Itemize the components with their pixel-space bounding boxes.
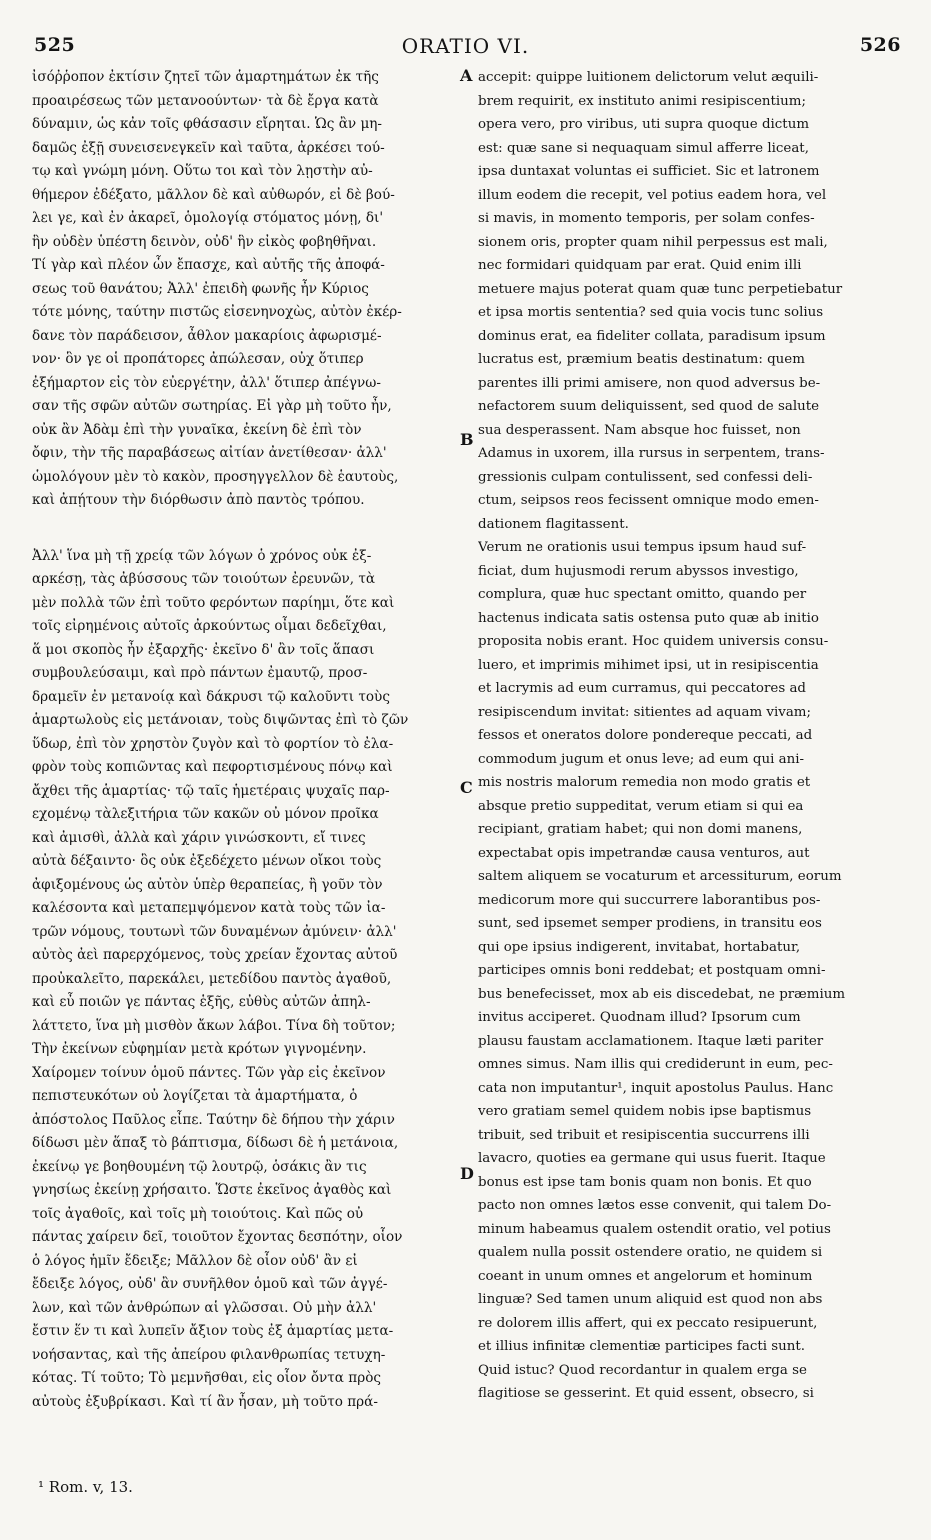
text-line: Verum ne orationis usui tempus ipsum haud suf- <box>478 540 807 555</box>
text-line: plausu faustam acclamationem. Itaque læti pariter <box>478 1033 824 1049</box>
text-line: συμβουλεύσαιμι, καὶ πρὸ πάντων ἐμαυτῷ, προσ- <box>32 665 368 681</box>
text-line: ἐξήμαρτον εἰς τὸν εὐεργέτην, ἀλλ' ὅτιπερ ἀπέγνω- <box>32 374 381 391</box>
text-line: λάττετο, ἵνα μὴ μισθὸν ἄκων λάβοι. Τίνα δὴ τοῦτον; <box>32 1017 396 1034</box>
text-line: resipiscendum invitat: sitientes ad aquam vivam; <box>478 704 812 720</box>
text-line: opera vero, pro viribus, uti supra quoque dictum <box>478 117 810 132</box>
text-line: gressionis culpam contulissent, sed confessi deli- <box>478 469 813 485</box>
text-line: δραμεῖν ἐν μετανοίᾳ καὶ δάκρυσι τῷ καλοῦντι τοὺς <box>32 688 390 705</box>
latin-paragraph-2 <box>478 536 898 1406</box>
latin-column <box>478 66 898 1406</box>
greek-column <box>32 66 454 1414</box>
margin-marker-c: C <box>460 778 473 797</box>
greek-paragraph-1 <box>32 66 454 513</box>
text-line: medicorum more qui succurrere laborantibus pos- <box>478 892 821 908</box>
text-line: saltem aliquem se vocaturum et arcessiturum, eorum <box>478 869 842 884</box>
text-line: Adamus in uxorem, illa rursus in serpentem, trans- <box>478 446 825 461</box>
text-line: λων, καὶ τῶν ἀνθρώπων αἱ γλῶσσαι. Οὐ μὴν ἀλλ' <box>32 1299 377 1316</box>
text-line: αὐτοὺς ἐξυβρίκασι. Καὶ τί ἂν ἦσαν, μὴ τοῦτο πρά- <box>32 1393 378 1410</box>
text-line: complura, quæ huc spectant omitto, quando per <box>478 587 807 602</box>
text-line: dationem flagitassent. <box>478 516 629 532</box>
text-line: et lacrymis ad eum curramus, qui peccatores ad <box>478 681 806 696</box>
text-line: ctum, seipsos reos fecissent omnique modo emen- <box>478 493 819 508</box>
text-line: commodum jugum et onus leve; ad eum qui ani- <box>478 751 805 767</box>
text-line: fessos et oneratos dolore pondereque peccati, ad <box>478 728 813 743</box>
margin-marker-a: A <box>460 66 473 85</box>
text-line: ὁ λόγος ἡμῖν ἔδειξε; Μᾶλλον δὲ οἷον οὐδ' ἂν εἰ <box>32 1252 358 1269</box>
text-line: ἔδειξε λόγος, οὐδ' ἂν συνῆλθον ὁμοῦ καὶ τῶν ἀγγέ- <box>32 1276 388 1292</box>
text-line: ὕδωρ, ἐπὶ τὸν χρηστὸν ζυγὸν καὶ τὸ φορτίον τὸ ἐλα- <box>32 735 394 752</box>
text-line: θήμερον ἐδέξατο, μᾶλλον δὲ καὶ αὐθωρόν, εἰ δὲ βού- <box>32 186 395 203</box>
text-line: participes omnis boni reddebat; et postquam omni- <box>478 963 826 978</box>
text-line: λει γε, καὶ ἐν ἀκαρεῖ, ὁμολογίᾳ στόματος μόνῃ, δι' <box>32 210 384 226</box>
text-line: καὶ ἀμισθὶ, ἀλλὰ καὶ χάριν γινώσκοντι, εἴ τινες <box>32 829 366 846</box>
text-line: dominus erat, ea fideliter collata, paradisum ipsum <box>478 328 826 344</box>
text-line: illum eodem die recepit, vel potius eadem hora, vel <box>478 187 827 203</box>
text-line: et illius infinitæ clementiæ participes facti sunt. <box>478 1339 806 1354</box>
text-line: τότε μόνης, ταύτην πιστῶς εἰσενηνοχὼς, αὐτὸν ἐκέρ- <box>32 304 402 320</box>
footnote: ¹ Rom. v, 13. <box>38 1478 133 1496</box>
text-line: καὶ ἀπῄτουν τὴν διόρθωσιν ἀπὸ παντὸς τρόπου. <box>32 492 365 508</box>
text-line: ἣν οὐδὲν ὑπέστη δεινὸν, οὐδ' ἣν εἰκὸς φοβηθῆναι. <box>32 233 377 250</box>
text-line: πεπιστευκότων οὐ λογίζεται τὰ ἁμαρτήματα, ὁ <box>32 1088 358 1104</box>
text-line: κότας. Τί τοῦτο; Τὸ μεμνῆσθαι, εἰς οἷον ὄντα πρὸς <box>32 1370 382 1386</box>
margin-marker-d: D <box>460 1164 474 1183</box>
text-line: re dolorem illis affert, qui ex peccato resipuerunt, <box>478 1315 818 1331</box>
text-line: νον· ὃν γε οἱ προπάτορες ἀπώλεσαν, οὐχ ὅτιπερ <box>32 351 364 367</box>
text-line: δύναμιν, ὡς κἀν τοῖς φθάσασιν εἴρηται. Ὡς ἂν μη- <box>32 116 383 132</box>
running-title: ORATIO VI. <box>401 34 530 58</box>
text-line: ἔστιν ἕν τι καὶ λυπεῖν ἄξιον τοὺς ἐξ ἁμαρτίας μετα- <box>32 1323 394 1339</box>
text-line: τοῖς ἀγαθοῖς, καὶ τοῖς μὴ τοιούτοις. Καὶ πῶς οὐ <box>32 1205 364 1222</box>
text-line: σεως τοῦ θανάτου; Ἀλλ' ἐπειδὴ φωνῆς ἦν Κύριος <box>32 280 369 297</box>
text-line: linguæ? Sed tamen unum aliquid est quod non abs <box>478 1292 823 1307</box>
text-line: ἐκείνῳ γε βοηθουμένη τῷ λουτρῷ, ὁσάκις ἂν τις <box>32 1158 367 1175</box>
text-line: sunt, sed ipsemet semper prodiens, in transitu eos <box>478 916 822 931</box>
text-line: ὄφιν, τὴν τῆς παραβάσεως αἰτίαν ἀνετίθεσαν· ἀλλ' <box>32 445 387 461</box>
margin-marker-b: B <box>460 430 474 449</box>
text-line: mis nostris malorum remedia non modo gratis et <box>478 775 811 790</box>
text-line: nec formidari quidquam par erat. Quid enim illi <box>478 258 802 273</box>
text-line: pacto non omnes lætos esse convenit, qui talem Do- <box>478 1198 832 1213</box>
text-line: accepit: quippe luitionem delictorum velut æquili- <box>478 70 819 85</box>
latin-paragraph-1 <box>478 66 898 536</box>
text-line: ἰσόῤῥοπον ἐκτίσιν ζητεῖ τῶν ἁμαρτημάτων ἐκ τῆς <box>32 69 379 85</box>
text-line: τῳ καὶ γνώμη μόνη. Οὕτω τοι καὶ τὸν λῃστὴν αὐ- <box>32 163 373 179</box>
text-line: coeant in unum omnes et angelorum et hominum <box>478 1268 813 1284</box>
text-line: Ἀλλ' ἵνα μὴ τῇ χρείᾳ τῶν λόγων ὁ χρόνος οὐκ ἐξ- <box>32 547 372 564</box>
text-line: lucratus est, præmium beatis destinatum: quem <box>478 352 805 367</box>
text-line: αρκέσῃ, τὰς ἀβύσσους τῶν τοιούτων ἐρευνῶν, τὰ <box>32 571 376 587</box>
text-line: ἀπόστολος Παῦλος εἶπε. Ταύτην δὲ δήπου τὴν χάριν <box>32 1111 395 1128</box>
text-line: lavacro, quoties ea germane qui usus fuerit. Itaque <box>478 1151 826 1166</box>
text-line: nefactorem suum deliquissent, sed quod de salute <box>478 399 820 414</box>
text-line: γνησίως ἐκείνῃ χρήσαιτο. Ὥστε ἐκεῖνος ἀγαθὸς καὶ <box>32 1182 392 1198</box>
text-line: ὡμολόγουν μὲν τὸ κακὸν, προσηγγελλον δὲ ἑαυτοὺς, <box>32 468 399 485</box>
text-line: absque pretio suppeditat, verum etiam si qui ea <box>478 798 804 814</box>
text-line: vero gratiam semel quidem nobis ipse baptismus <box>478 1104 812 1119</box>
text-line: qualem nulla possit ostendere oratio, ne quidem si <box>478 1245 823 1260</box>
text-line: omnes simus. Nam illis qui crediderunt in eum, pec- <box>478 1057 833 1072</box>
text-line: προὐκαλεῖτο, παρεκάλει, μετεδίδου παντὸς ἀγαθοῦ, <box>32 970 392 987</box>
text-line: ficiat, dum hujusmodi rerum abyssos investigo, <box>478 563 799 579</box>
text-line: ἁμαρτωλοὺς εἰς μετάνοιαν, τοὺς διψῶντας ἐπὶ τὸ ζῶν <box>32 712 409 728</box>
text-line: Χαίρομεν τοίνυν ὁμοῦ πάντες. Τῶν γὰρ εἰς ἐκεῖνον <box>32 1064 386 1081</box>
text-line: σαν τῆς σφῶν αὐτῶν σωτηρίας. Εἰ γὰρ μὴ τοῦτο ἦν, <box>32 398 392 414</box>
text-line: recipiant, gratiam habet; qui non domi manens, <box>478 822 803 837</box>
text-line: hactenus indicata satis ostensa puto quæ ab initio <box>478 610 819 626</box>
page-number-left: 525 <box>34 34 76 56</box>
text-line: αὐτὸς ἀεὶ παρερχόμενος, τοὺς χρείαν ἔχοντας αὐτοῦ <box>32 947 398 963</box>
text-line: Τί γὰρ καὶ πλέον ὧν ἔπασχε, καὶ αὐτῆς τῆς ἀποφά- <box>32 257 385 273</box>
text-line: προαιρέσεως τῶν μετανοούντων· τὰ δὲ ἔργα κατὰ <box>32 92 379 109</box>
text-line: καλέσοντα καὶ μεταπεμψόμενον κατὰ τοὺς τῶν ἰα- <box>32 900 386 916</box>
text-line: expectabat opis impetrandæ causa venturos, aut <box>478 845 810 861</box>
greek-paragraph-2 <box>32 545 454 1415</box>
text-line: νοήσαντας, καὶ τῆς ἀπείρου φιλανθρωπίας τετυχη- <box>32 1346 386 1363</box>
text-line: δανε τὸν παράδεισον, ἆθλον μακαρίοις ἀφωρισμέ- <box>32 327 382 344</box>
text-line: qui ope ipsius indigerent, invitabat, hortabatur, <box>478 939 801 955</box>
text-line: luero, et imprimis mihimet ipsi, ut in resipiscentia <box>478 657 819 673</box>
page-number-right: 526 <box>859 34 901 56</box>
text-line: δίδωσι μὲν ἅπαξ τὸ βάπτισμα, δίδωσι δὲ ἡ μετάνοια, <box>32 1135 399 1151</box>
text-line: τοῖς εἰρημένοις αὐτοῖς ἀρκούντως οἶμαι δεδεῖχθαι, <box>32 618 387 634</box>
text-line: bus benefecisset, mox ab eis discedebat, ne præmium <box>478 986 846 1002</box>
text-line: minum habeamus qualem ostendit oratio, vel potius <box>478 1221 831 1237</box>
text-line: cata non imputantur¹, inquit apostolus Paulus. Hanc <box>478 1080 834 1096</box>
text-line: ἅ μοι σκοπὸς ἦν ἐξαρχῆς· ἐκεῖνο δ' ἂν τοῖς ἅπασι <box>32 641 375 658</box>
text-line: si mavis, in momento temporis, per solam confes- <box>478 211 815 226</box>
text-line: εχομένῳ τὰλεξιτήρια τῶν κακῶν οὐ μόνον προῖκα <box>32 806 379 822</box>
text-line: est: quæ sane si nequaquam simul afferre liceat, <box>478 140 809 156</box>
text-line: tribuit, sed tribuit et resipiscentia succurrens illi <box>478 1127 810 1143</box>
text-line: sionem oris, propter quam nihil perpessus est mali, <box>478 234 828 250</box>
text-line: et ipsa mortis sententia? sed quia vocis tunc solius <box>478 305 824 320</box>
text-line: sua desperassent. Nam absque hoc fuisset, non <box>478 422 801 438</box>
text-line: bonus est ipse tam bonis quam non bonis. Et quo <box>478 1174 812 1190</box>
text-line: φρὸν τοὺς κοπιῶντας καὶ πεφορτισμένους πόνῳ καὶ <box>32 759 393 775</box>
text-line: δαμῶς ἐξῇ συνεισενεγκεῖν καὶ ταῦτα, ἀρκέσει τού- <box>32 139 385 156</box>
text-line: proposita nobis erant. Hoc quidem universis consu- <box>478 634 829 649</box>
text-line: τρῶν νόμους, τουτωνὶ τῶν δυναμένων ἀμύνειν· ἀλλ' <box>32 923 397 940</box>
text-line: ἄχθει τῆς ἁμαρτίας· τῷ ταῖς ἡμετέραις ψυχαῖς παρ- <box>32 782 390 799</box>
text-line: ἀφιξομένους ὡς αὐτὸν ὑπὲρ θεραπείας, ἢ γοῦν τὸν <box>32 876 383 893</box>
text-line: Τὴν ἐκείνων εὐφημίαν μετὰ κρότων γιγνομένην. <box>32 1041 367 1057</box>
text-line: brem requirit, ex instituto animi resipiscentium; <box>478 93 806 109</box>
text-line: parentes illi primi amisere, non quod adversus be- <box>478 375 821 391</box>
text-line: ipsa duntaxat voluntas ei sufficiet. Sic et latronem <box>478 164 820 179</box>
text-line: metuere majus poterat quam quæ tunc perpetiebatur <box>478 281 843 297</box>
text-line: αὐτὰ δέξαιντο· ὃς οὐκ ἐξεδέχετο μένων οἴκοι τοὺς <box>32 853 382 869</box>
text-line: πάντας χαίρειν δεῖ, τοιοῦτον ἔχοντας δεσπότην, οἷον <box>32 1229 403 1245</box>
text-line: Quid istuc? Quod recordantur in qualem erga se <box>478 1362 807 1378</box>
text-line: flagitiose se gesserint. Et quid essent, obsecro, si <box>478 1386 814 1401</box>
text-line: καὶ εὖ ποιῶν γε πάντας ἑξῆς, εὐθὺς αὐτῶν ἀπηλ- <box>32 994 371 1010</box>
text-line: μὲν πολλὰ τῶν ἐπὶ τοῦτο φερόντων παρίημι, ὅτε καὶ <box>32 594 395 611</box>
text-line: invitus acciperet. Quodnam illud? Ipsorum cum <box>478 1010 801 1025</box>
text-line: οὐκ ἂν Ἀδὰμ ἐπὶ τὴν γυναῖκα, ἐκείνη δὲ ἐπὶ τὸν <box>32 421 362 438</box>
